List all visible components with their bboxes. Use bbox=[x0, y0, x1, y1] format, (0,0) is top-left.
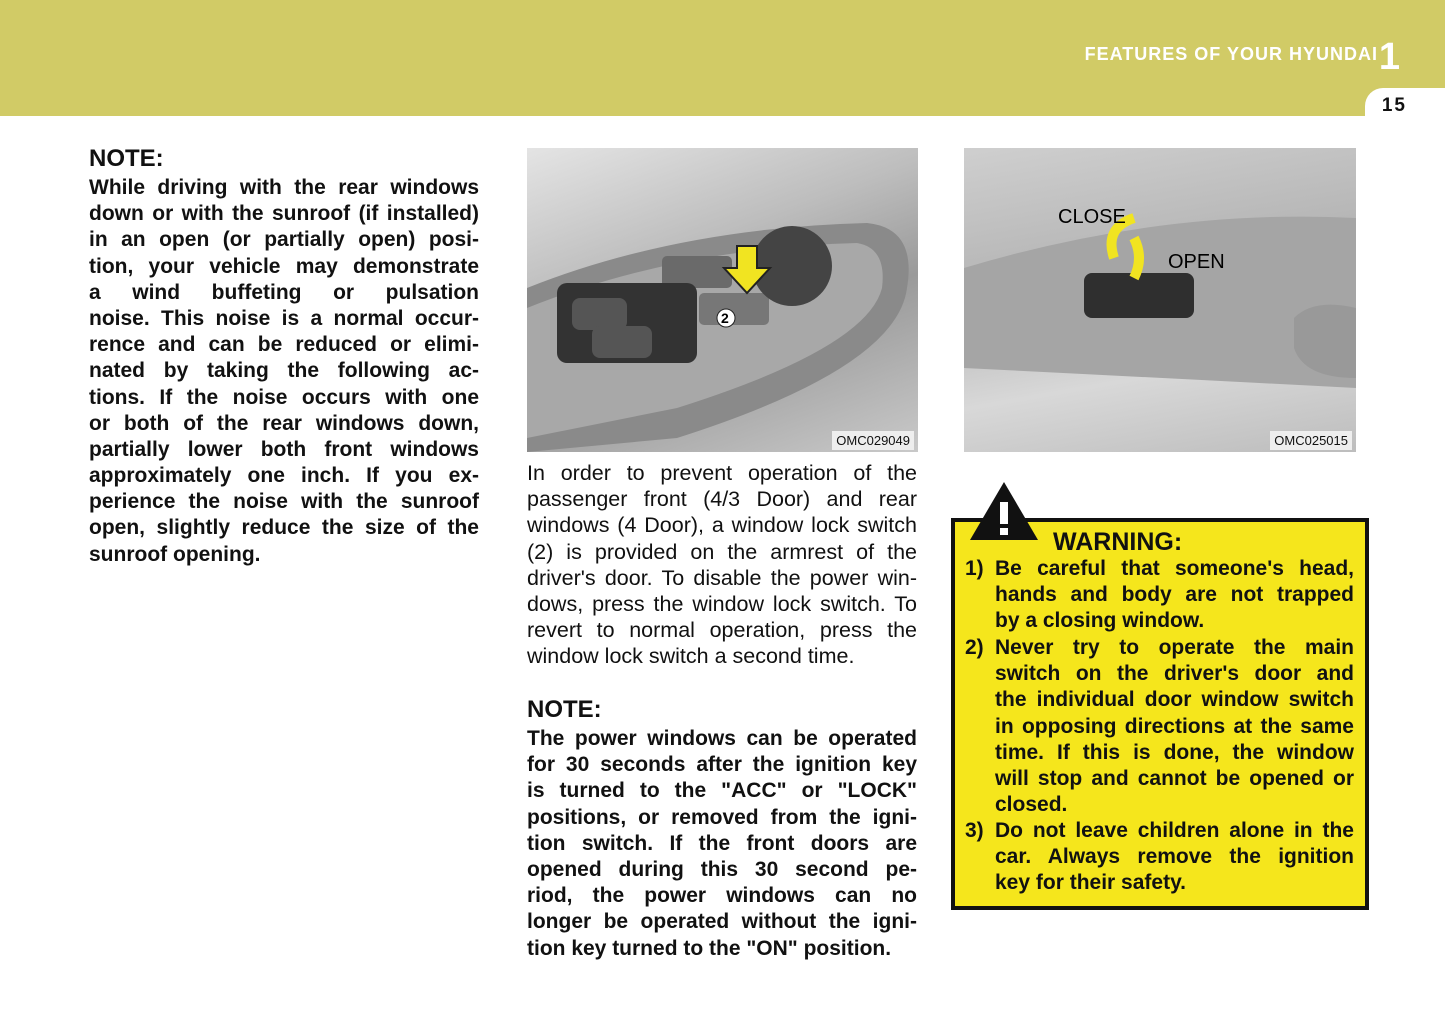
window-switch bbox=[1084, 273, 1194, 318]
text-line: by a closing window. bbox=[995, 609, 1205, 633]
text-line: a wind buffeting or pulsation bbox=[89, 280, 479, 304]
text-line: tion, your vehicle may demonstrate bbox=[89, 254, 479, 278]
text-line: approximately one inch. If you ex- bbox=[89, 464, 479, 488]
text-line: driver's door. To disable the power win- bbox=[527, 565, 917, 590]
mirror-control bbox=[752, 226, 832, 306]
text-line: tions. If the noise occurs with one bbox=[89, 385, 479, 409]
text-line: tion key turned to the "ON" position. bbox=[527, 936, 892, 960]
text-line: riod, the power windows can no bbox=[527, 884, 917, 908]
note-heading: NOTE: bbox=[89, 145, 164, 172]
text-line: for 30 seconds after the ignition key bbox=[527, 753, 917, 777]
open-arrow-icon bbox=[1134, 238, 1139, 278]
text-line: tion switch. If the front doors are bbox=[527, 831, 917, 855]
item-number: 3) bbox=[965, 819, 984, 842]
text-line: While driving with the rear windows bbox=[89, 176, 479, 199]
body-text bbox=[527, 460, 917, 670]
note-heading: NOTE: bbox=[527, 696, 602, 723]
item-text bbox=[995, 556, 1354, 635]
text-line: is turned to the "ACC" or "LOCK" bbox=[527, 779, 917, 803]
text-line: or both of the rear windows down, bbox=[89, 411, 479, 435]
item-text bbox=[995, 635, 1354, 818]
text-line: windows (4 Door), a window lock switch bbox=[527, 513, 917, 538]
chapter-number: 1 bbox=[1378, 36, 1400, 78]
text-line: positions, or removed from the igni- bbox=[527, 805, 917, 829]
text-line: closed. bbox=[995, 793, 1068, 817]
text-line: Do not leave children alone in the bbox=[995, 819, 1354, 842]
text-line: switch on the driver's door and bbox=[995, 662, 1354, 686]
text-line: in an open (or partially open) posi- bbox=[89, 228, 479, 252]
text-line: opened during this 30 second pe- bbox=[527, 857, 917, 881]
middle-note bbox=[527, 696, 917, 962]
left-note bbox=[89, 145, 479, 568]
callout-number: 2 bbox=[721, 310, 729, 326]
page-number: 15 bbox=[1381, 95, 1407, 116]
text-line: dows, press the window lock switch. To bbox=[527, 591, 917, 616]
middle-text bbox=[527, 460, 917, 670]
text-line: longer be operated without the igni- bbox=[527, 910, 917, 934]
text-line: Never try to operate the main bbox=[995, 636, 1354, 659]
text-line: hands and body are not trapped bbox=[995, 583, 1354, 607]
text-line: in opposing directions at the same bbox=[995, 714, 1354, 738]
page-header bbox=[0, 0, 1445, 116]
text-line: revert to normal operation, press the bbox=[527, 618, 917, 643]
text-line: (2) is provided on the armrest of the bbox=[527, 539, 917, 564]
text-line: will stop and cannot be opened or bbox=[995, 766, 1354, 790]
window-switch-photo bbox=[964, 148, 1356, 452]
text-line: partially lower both front windows bbox=[89, 437, 479, 461]
item-number: 2) bbox=[965, 636, 984, 659]
text-line: sunroof opening. bbox=[89, 542, 261, 566]
text-line: down or with the sunroof (if installed) bbox=[89, 202, 479, 226]
text-line: key for their safety. bbox=[995, 871, 1187, 895]
text-line: rence and can be reduced or elimi- bbox=[89, 333, 479, 357]
text-line: the individual door window switch bbox=[995, 688, 1354, 712]
warning-triangle-icon bbox=[968, 480, 1040, 542]
text-line: perience the noise with the sunroof bbox=[89, 490, 479, 514]
figure-code: OMC029049 bbox=[832, 431, 914, 450]
text-line: Be careful that someone's head, bbox=[995, 557, 1354, 580]
warning-heading: WARNING: bbox=[1053, 528, 1183, 556]
text-line: open, slightly reduce the size of the bbox=[89, 516, 479, 540]
text-line: noise. This noise is a normal occur- bbox=[89, 306, 479, 330]
figure-code: OMC025015 bbox=[1270, 431, 1352, 450]
text-line: window lock switch a second time. bbox=[527, 644, 855, 669]
text-line: passenger front (4/3 Door) and rear bbox=[527, 487, 917, 512]
text-line: In order to prevent operation of the bbox=[527, 461, 917, 485]
door-armrest-illustration bbox=[527, 148, 918, 452]
text-line: nated by taking the following ac- bbox=[89, 359, 479, 383]
section-title: FEATURES OF YOUR HYUNDAI bbox=[1084, 44, 1378, 64]
item-number: 1) bbox=[965, 557, 984, 580]
window-lock-switch-photo bbox=[527, 148, 918, 452]
text-line: time. If this is done, the window bbox=[995, 740, 1354, 764]
close-label: CLOSE bbox=[1058, 206, 1126, 228]
open-label: OPEN bbox=[1168, 251, 1225, 273]
note-body bbox=[89, 175, 479, 568]
item-text bbox=[995, 818, 1354, 897]
window-switch-illustration bbox=[964, 148, 1356, 452]
warning-box bbox=[951, 518, 1369, 910]
text-line: car. Always remove the ignition bbox=[995, 845, 1354, 869]
note-body bbox=[527, 726, 917, 962]
text-line: The power windows can be operated bbox=[527, 727, 917, 750]
